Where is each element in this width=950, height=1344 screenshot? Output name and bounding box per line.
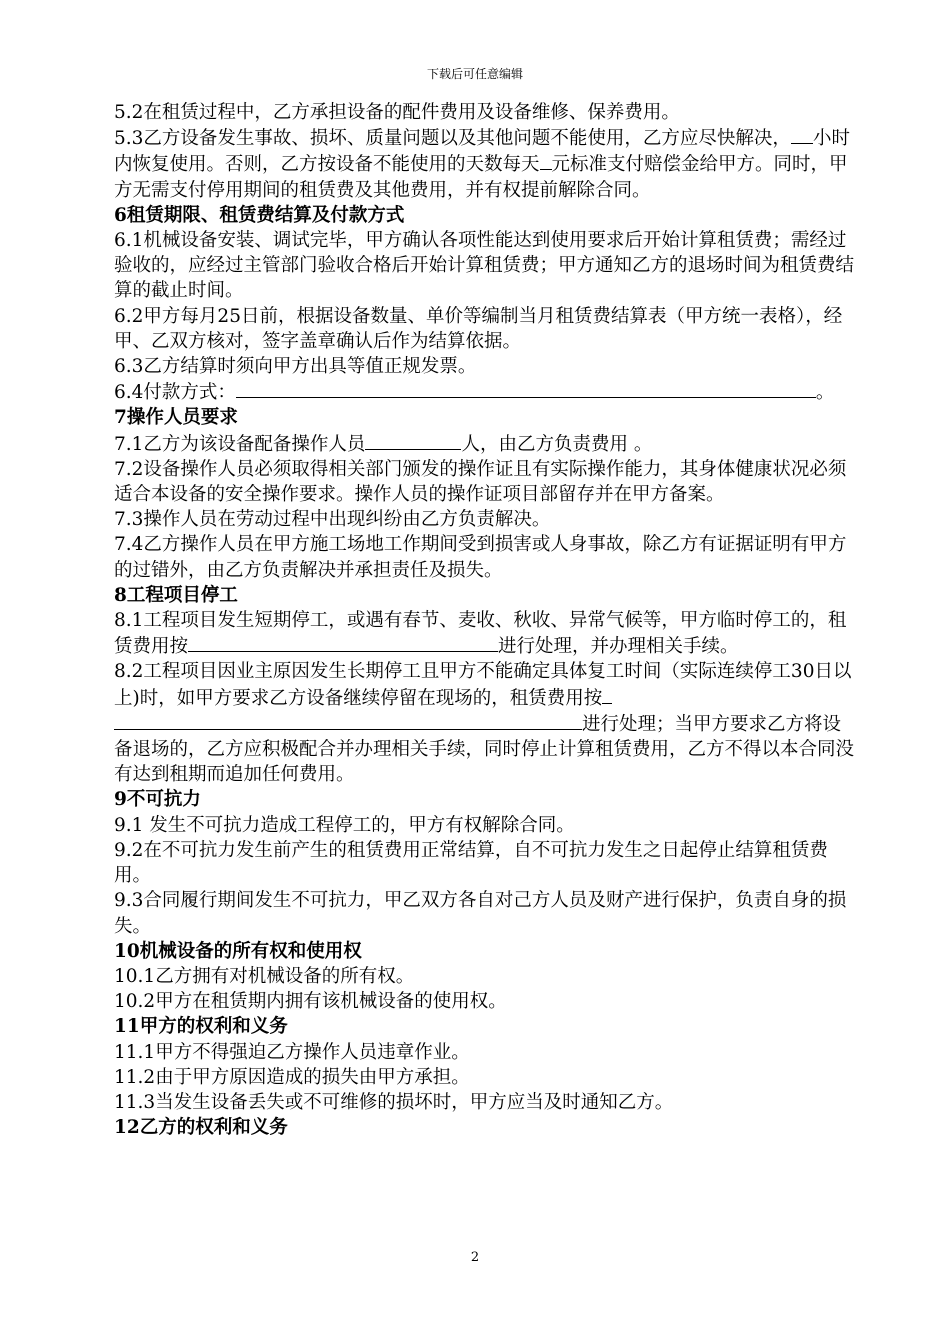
clause-9-3: 9.3合同履行期间发生不可抗力，甲乙双方各自对己方人员及财产进行保护，负责自身的损失。 (114, 890, 847, 937)
clause-7-2: 7.2设备操作人员必须取得相关部门颁发的操作证且有实际操作能力，其身体健康状况必须适合本设备的安全操作要求。操作人员的操作证项目部留存并在甲方备案。 (114, 458, 847, 506)
clause-8-2: 8.2工程项目因业主原因发生长期停工且甲方不能确定具体复工时间（实际连续停工30日以上)时，如甲方要求乙方设备继续停留在现场的，租赁费用按 进行处理；当甲方要求乙方将设备退场的，乙方应积极配合并办理相关手续，同时停止计算租赁费用，乙方不得以本合同没有达到租期而追加任何费用。 (114, 661, 855, 786)
clause-5-3: 5.3乙方设备发生事故、损坏、质量问题以及其他问题不能使用，乙方应尽快解决， 小时内恢复使用。否则，乙方按设备不能使用的天数每天 元标准支付赔偿金给甲方。同时，甲方无需支付停用期间的租赁费及其他费用，并有权提前解除合同。 (114, 125, 854, 203)
clause-9-1: 9.1 发生不可抗力造成工程停工的，甲方有权解除合同。 (114, 814, 575, 836)
clause-9-2: 9.2在不可抗力发生前产生的租赁费用正常结算，自不可抗力发生之日起停止结算租赁费用。 (114, 839, 828, 887)
section-6-heading: 6租赁期限、租赁费结算及付款方式 (114, 204, 405, 226)
blank-hours (791, 125, 813, 144)
clause-10-1: 10.1乙方拥有对机械设备的所有权。 (114, 965, 415, 987)
clause-7-4: 7.4乙方操作人员在甲方施工场地工作期间受到损害或人身事故，除乙方有证据证明有甲方的过错外，由乙方负责解决并承担责任及损失。 (114, 534, 847, 581)
document-body (114, 100, 854, 1140)
clause-6-3: 6.3乙方结算时须向甲方出具等值正规发票。 (114, 356, 477, 378)
clause-11-3: 11.3当发生设备丢失或不可维修的损坏时，甲方应当及时通知乙方。 (114, 1091, 674, 1113)
blank-payment-method (236, 379, 816, 398)
blank-daily-amount (540, 151, 552, 170)
clause-7-1: 7.1乙方为该设备配备操作人员 人，由乙方负责费用 。 (114, 431, 854, 457)
blank-long-stop-fee (114, 711, 582, 730)
clause-8-1: 8.1工程项目发生短期停工，或遇有春节、麦收、秋收、异常气候等，甲方临时停工的，租赁费用按 进行处理，并办理相关手续。 (114, 610, 847, 658)
blank-short-stop-fee (188, 633, 498, 652)
clause-11-2: 11.2由于甲方原因造成的损失由甲方承担。 (114, 1066, 470, 1088)
page-number: 2 (470, 1250, 480, 1265)
section-8-heading: 8工程项目停工 (114, 584, 238, 606)
section-10-heading: 10机械设备的所有权和使用权 (114, 940, 362, 962)
clause-10-2: 10.2甲方在租赁期内拥有该机械设备的使用权。 (114, 991, 507, 1013)
page-header: 下载后可任意编辑 (426, 67, 523, 81)
section-11-heading: 11甲方的权利和义务 (114, 1016, 288, 1038)
clause-5-2: 5.2在租赁过程中，乙方承担设备的配件费用及设备维修、保养费用。 (114, 102, 680, 123)
section-12-heading: 12乙方的权利和义务 (114, 1117, 288, 1139)
clause-6-2: 6.2甲方每月25日前，根据设备数量、单价等编制当月租赁费结算表（甲方统一表格），经甲、乙双方核对，签字盖章确认后作为结算依据。 (114, 305, 843, 352)
clause-6-4: 6.4付款方式： 。 (114, 379, 854, 405)
clause-7-3: 7.3操作人员在劳动过程中出现纠纷由乙方负责解决。 (114, 509, 551, 531)
blank-operator-count (365, 431, 461, 450)
section-9-heading: 9不可抗力 (114, 789, 201, 811)
section-7-heading: 7操作人员要求 (114, 407, 238, 429)
clause-11-1: 11.1甲方不得强迫乙方操作人员违章作业。 (114, 1041, 470, 1063)
clause-6-1: 6.1机械设备安装、调试完毕，甲方确认各项性能达到使用要求后开始计算租赁费；需经过验收的，应经过主管部门验收合格后开始计算租赁费；甲方通知乙方的退场时间为租赁费结算的截止时间。 (114, 230, 855, 302)
